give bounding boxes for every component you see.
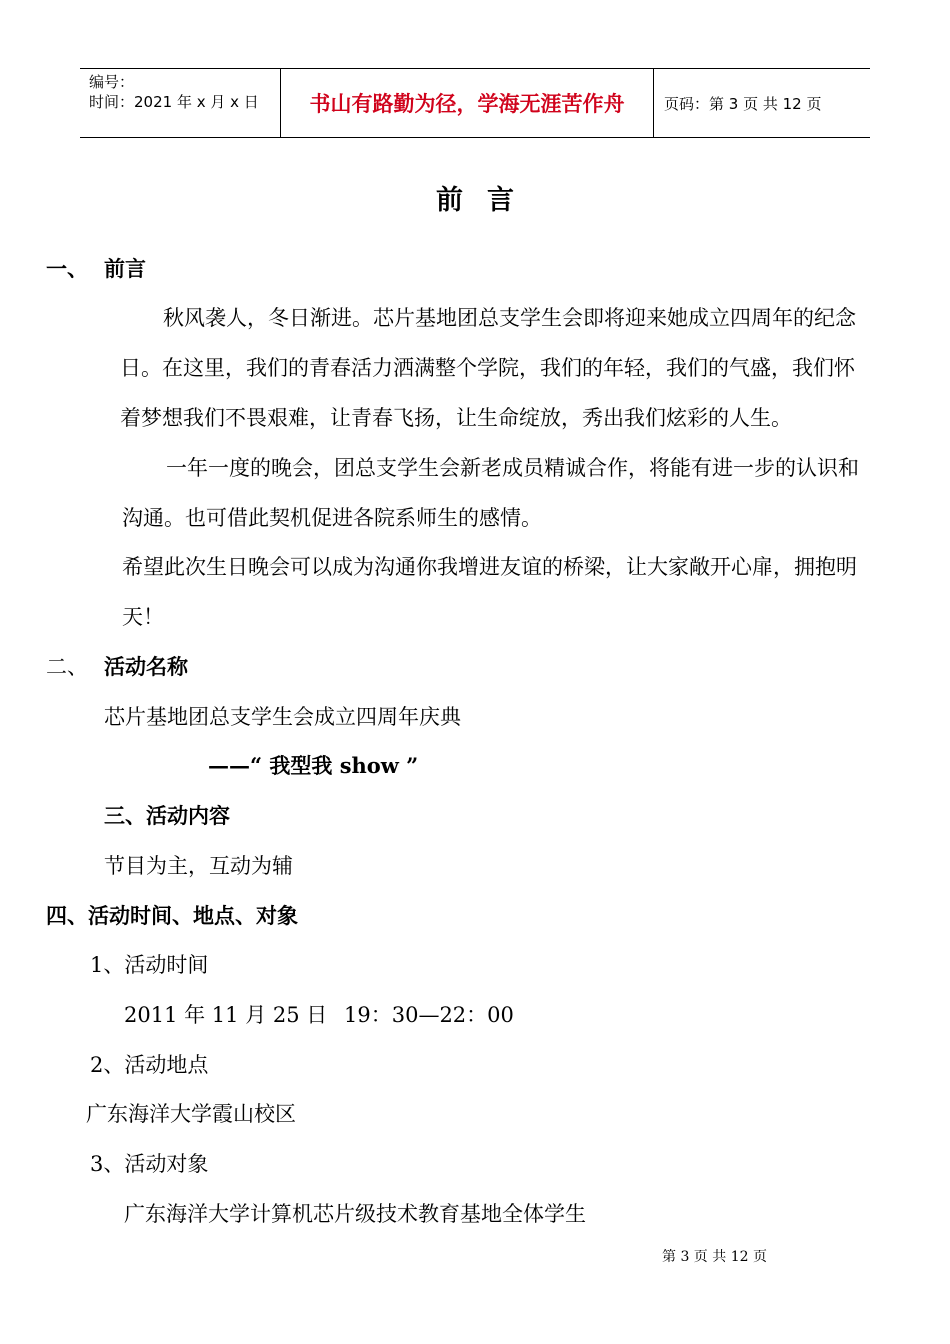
section-2-heading: 活动名称 <box>104 654 188 679</box>
paragraph-line: 沟通。也可借此契机促进各院系师生的感情。 <box>122 506 542 530</box>
section-1-heading: 前言 <box>104 256 146 281</box>
section-3-heading: 三、活动内容 <box>104 803 230 828</box>
paragraph-line: 一年一度的晚会，团总支学生会新老成员精诚合作，将能有进一步的认识和 <box>166 456 859 480</box>
place-value: 广东海洋大学霞山校区 <box>86 1102 296 1126</box>
header-date: 时间：2021 年 x 月 x 日 <box>89 93 259 111</box>
section-4-heading: 四、活动时间、地点、对象 <box>46 903 298 928</box>
header-number: 编号： <box>89 73 135 91</box>
target-value: 广东海洋大学计算机芯片级技术教育基地全体学生 <box>124 1202 586 1226</box>
section-1-number: 一、 <box>46 256 88 281</box>
activity-slogan: ——“ 我型我 show ” <box>208 753 419 778</box>
time-hours: 19：30—22：00 <box>344 1003 514 1027</box>
page-footer: 第 3 页 共 12 页 <box>662 1249 767 1265</box>
paragraph-line: 着梦想我们不畏艰难，让青春飞扬，让生命绽放，秀出我们炫彩的人生。 <box>120 406 792 430</box>
section-2-number: 二、 <box>46 655 88 679</box>
paragraph-line: 秋风袭人，冬日渐进。芯片基地团总支学生会即将迎来她成立四周年的纪念 <box>163 306 856 330</box>
activity-content: 节目为主，互动为辅 <box>104 854 293 878</box>
page-header <box>80 68 870 138</box>
page-title: 前言 <box>436 185 538 216</box>
place-label: 2、活动地点 <box>90 1053 209 1077</box>
paragraph-line: 日。在这里，我们的青春活力洒满整个学院，我们的年轻，我们的气盛，我们怀 <box>120 356 855 380</box>
paragraph-line: 希望此次生日晚会可以成为沟通你我增进友谊的桥梁，让大家敞开心扉，拥抱明 <box>122 555 857 579</box>
time-label: 1、活动时间 <box>90 953 209 977</box>
time-date: 2011 年 11 月 25 日 <box>124 1003 328 1027</box>
activity-name: 芯片基地团总支学生会成立四周年庆典 <box>104 705 461 729</box>
header-motto: 书山有路勤为径，学海无涯苦作舟 <box>281 69 654 137</box>
header-page-info: 页码：第 3 页 共 12 页 <box>664 94 822 113</box>
target-label: 3、活动对象 <box>90 1152 209 1176</box>
paragraph-line: 天！ <box>122 605 164 629</box>
header-meta-cell <box>80 69 281 137</box>
